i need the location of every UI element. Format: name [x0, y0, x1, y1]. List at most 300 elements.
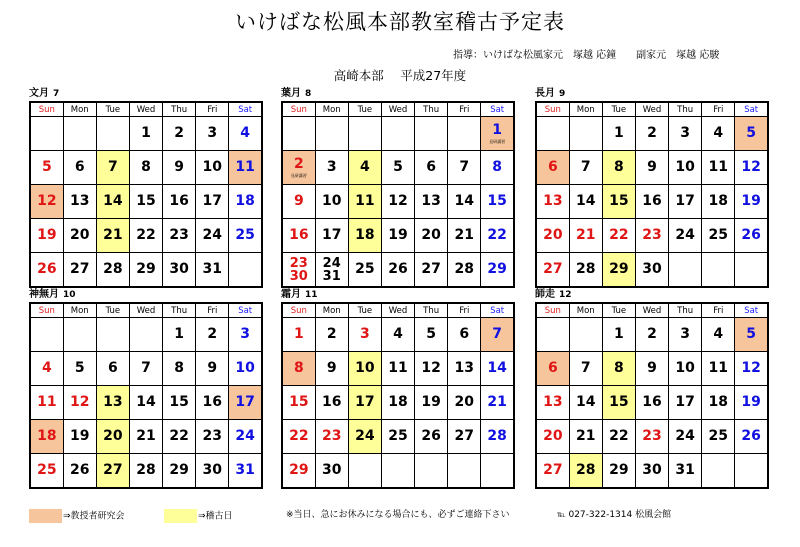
day-number: 16 [642, 193, 662, 209]
day-number: 18 [708, 394, 729, 410]
day-cell [163, 352, 196, 386]
day-cell [669, 420, 702, 454]
day-number: 18 [708, 193, 729, 209]
day-number: 25 [388, 428, 408, 444]
day-cell [536, 352, 569, 386]
day-number: 31 [322, 268, 341, 284]
day-number: 6 [547, 360, 558, 376]
day-number: 2 [647, 125, 657, 141]
day-number: 24 [675, 227, 695, 243]
day-cell [348, 352, 381, 386]
day-number: 12 [37, 193, 57, 209]
month-heading [281, 87, 515, 101]
day-number: 6 [107, 360, 118, 376]
day-cell [348, 420, 381, 454]
day-cell [129, 386, 162, 420]
weekday-header: Sat [481, 102, 514, 117]
legend-keiko [164, 509, 233, 523]
day-number: 14 [103, 193, 123, 209]
day-cell [569, 151, 602, 185]
empty-cell [30, 318, 63, 352]
page-title: いけばな松風本部教室稽古予定表 [235, 10, 565, 34]
day-number: 13 [69, 193, 90, 209]
empty-cell [63, 117, 96, 151]
day-number: 22 [487, 227, 507, 243]
day-number: 23 [642, 227, 662, 243]
day-number: 25 [708, 428, 729, 444]
day-cell [415, 386, 448, 420]
day-cell [448, 151, 481, 185]
day-cell [229, 454, 262, 489]
day-number: 19 [741, 193, 761, 209]
day-number: 6 [74, 159, 85, 175]
notice-text: ※当日、急にお休みになる場合にも、必ずご連絡下さい [286, 510, 510, 520]
empty-cell [481, 454, 514, 489]
weekday-header: Sun [30, 303, 63, 318]
day-cell [735, 151, 768, 185]
day-number: 17 [675, 394, 695, 410]
day-cell [669, 352, 702, 386]
day-cell [481, 117, 514, 151]
day-cell [163, 117, 196, 151]
empty-cell [96, 318, 129, 352]
day-number: 21 [487, 394, 507, 410]
day-number: 30 [202, 462, 223, 478]
day-cell [635, 420, 668, 454]
weekday-header: Fri [448, 303, 481, 318]
day-number: 31 [202, 261, 223, 277]
day-cell [96, 185, 129, 219]
day-cell [96, 219, 129, 253]
day-number: 4 [359, 159, 370, 175]
month-heading [281, 288, 515, 302]
day-number: 10 [202, 159, 223, 175]
day-cell [702, 352, 735, 386]
day-number: 22 [609, 227, 629, 243]
day-cell [229, 318, 262, 352]
day-cell [163, 253, 196, 288]
day-number: 21 [575, 428, 596, 444]
day-number: 1 [293, 326, 304, 342]
day-number: 22 [289, 428, 309, 444]
weekday-header: Thu [415, 303, 448, 318]
day-number: 12 [69, 394, 90, 410]
day-number: 12 [388, 193, 408, 209]
day-number: 17 [675, 193, 695, 209]
day-cell [481, 318, 514, 352]
day-number: 7 [459, 159, 470, 175]
day-number: 21 [454, 227, 475, 243]
day-cell [381, 151, 414, 185]
day-cell [282, 386, 315, 420]
day-number: 23 [169, 227, 189, 243]
weekday-header: Sun [282, 102, 315, 117]
empty-cell [348, 117, 381, 151]
weekday-header: Sun [282, 303, 315, 318]
day-cell [669, 185, 702, 219]
empty-cell [63, 318, 96, 352]
day-number: 3 [240, 326, 251, 342]
day-cell [635, 185, 668, 219]
day-cell [735, 185, 768, 219]
day-cell [702, 386, 735, 420]
day-cell [415, 219, 448, 253]
day-cell [569, 352, 602, 386]
day-cell [702, 185, 735, 219]
month-number: 7 [53, 89, 60, 99]
weekday-header: Sat [735, 102, 768, 117]
day-number: 13 [543, 394, 563, 410]
weekday-header: Fri [448, 102, 481, 117]
day-number: 13 [543, 193, 563, 209]
day-cell [282, 420, 315, 454]
day-number: 27 [69, 261, 90, 277]
tel-line [557, 509, 671, 521]
month-name: 文月 [29, 88, 49, 99]
day-cell [415, 352, 448, 386]
day-number: 13 [421, 193, 441, 209]
calendar-grid [535, 302, 769, 489]
day-cell [63, 352, 96, 386]
month-heading [535, 87, 769, 101]
day-cell [602, 454, 635, 489]
month-number: 9 [559, 89, 566, 99]
day-cell [602, 386, 635, 420]
day-number: 30 [169, 261, 189, 277]
day-cell [602, 117, 635, 151]
day-number: 4 [240, 125, 251, 141]
day-number: 6 [426, 159, 436, 175]
day-number: 15 [609, 193, 629, 209]
day-cell [315, 219, 348, 253]
day-cell [536, 151, 569, 185]
day-number: 10 [321, 193, 342, 209]
day-number: 30 [642, 462, 662, 478]
day-number: 7 [580, 159, 591, 175]
day-number: 10 [675, 159, 695, 175]
weekday-header: Sun [30, 102, 63, 117]
weekday-header: Wed [635, 303, 668, 318]
empty-cell [669, 253, 702, 288]
day-number: 26 [37, 261, 57, 277]
day-cell [129, 352, 162, 386]
day-number: 7 [492, 326, 503, 342]
empty-cell [315, 117, 348, 151]
day-number: 11 [708, 360, 729, 376]
day-number: 2 [207, 326, 218, 342]
day-cell [448, 318, 481, 352]
day-cell [635, 253, 668, 288]
day-number: 19 [741, 394, 761, 410]
day-cell [63, 386, 96, 420]
day-number: 11 [355, 193, 375, 209]
day-number: 5 [41, 159, 52, 175]
day-cell [481, 420, 514, 454]
day-number: 29 [609, 261, 629, 277]
day-number: 21 [136, 428, 156, 444]
day-cell [635, 219, 668, 253]
day-cell [481, 386, 514, 420]
day-cell [415, 151, 448, 185]
day-number: 7 [107, 159, 118, 175]
weekday-header: Wed [129, 102, 162, 117]
month-number: 12 [559, 290, 572, 300]
weekday-header: Wed [635, 102, 668, 117]
day-cell [669, 318, 702, 352]
calendar-grid [29, 101, 263, 288]
day-number: 18 [388, 394, 408, 410]
day-cell [669, 219, 702, 253]
calendar-july [29, 87, 263, 288]
day-number: 24 [355, 428, 375, 444]
day-number: 5 [393, 159, 403, 175]
day-cell [315, 454, 348, 489]
day-number: 26 [741, 227, 761, 243]
day-cell [163, 151, 196, 185]
day-number: 14 [575, 193, 596, 209]
day-number: 24 [202, 227, 223, 243]
day-number: 1 [613, 326, 624, 342]
day-number: 3 [207, 125, 218, 141]
day-number: 25 [355, 261, 375, 277]
day-number: 25 [37, 462, 57, 478]
day-number: 29 [487, 261, 507, 277]
day-cell [602, 420, 635, 454]
empty-cell [569, 117, 602, 151]
day-number: 20 [103, 428, 123, 444]
day-number: 24 [235, 428, 255, 444]
tel-number: 027-322-1314 松風会館 [568, 510, 672, 520]
day-number: 15 [487, 193, 507, 209]
weekday-header: Mon [63, 303, 96, 318]
calendar-grid [281, 101, 515, 288]
day-number: 4 [713, 125, 724, 141]
day-number: 18 [235, 193, 255, 209]
day-number: 4 [393, 326, 403, 342]
day-number: 3 [326, 159, 337, 175]
day-number: 6 [547, 159, 558, 175]
weekday-header: Tue [602, 102, 635, 117]
day-cell [30, 219, 63, 253]
day-number: 26 [741, 428, 761, 444]
empty-cell [30, 117, 63, 151]
day-cell [229, 352, 262, 386]
calendar-october [29, 288, 263, 489]
day-cell [30, 352, 63, 386]
instructor-line: 指導：いけばな松風家元 塚越 応鐘 副家元 塚越 応駿 [453, 50, 720, 61]
day-cell [381, 219, 414, 253]
day-cell [315, 185, 348, 219]
day-number: 29 [609, 462, 629, 478]
day-cell [448, 386, 481, 420]
day-cell [569, 185, 602, 219]
day-cell [702, 219, 735, 253]
day-cell [702, 420, 735, 454]
empty-cell [96, 117, 129, 151]
weekday-header: Thu [669, 303, 702, 318]
weekday-header: Mon [63, 102, 96, 117]
day-cell [196, 151, 229, 185]
day-number: 6 [459, 326, 470, 342]
day-number: 16 [321, 394, 342, 410]
day-cell [315, 420, 348, 454]
calendar-grid [29, 302, 263, 489]
day-cell [536, 420, 569, 454]
weekday-header: Thu [163, 102, 196, 117]
day-cell [481, 185, 514, 219]
month-heading [535, 288, 769, 302]
day-number: 17 [321, 227, 342, 243]
day-cell [129, 454, 162, 489]
day-cell [63, 185, 96, 219]
day-number: 18 [355, 227, 375, 243]
day-number: 2 [647, 326, 657, 342]
day-number: 12 [421, 360, 441, 376]
calendar-grid [535, 101, 769, 288]
day-number: 2 [293, 156, 304, 172]
day-number: 26 [69, 462, 90, 478]
day-cell [63, 219, 96, 253]
day-number: 28 [487, 428, 507, 444]
day-cell [735, 420, 768, 454]
day-number: 19 [421, 394, 441, 410]
day-number: 27 [454, 428, 475, 444]
day-cell [229, 219, 262, 253]
day-number: 11 [235, 159, 255, 175]
day-cell [536, 219, 569, 253]
day-number: 30 [642, 261, 662, 277]
month-name: 神無月 [29, 289, 59, 300]
day-number: 2 [326, 326, 337, 342]
day-cell [602, 219, 635, 253]
day-cell [415, 420, 448, 454]
day-cell [448, 420, 481, 454]
day-cell [129, 420, 162, 454]
weekday-header: Fri [702, 102, 735, 117]
day-cell [196, 386, 229, 420]
day-number: 26 [421, 428, 441, 444]
day-cell [602, 352, 635, 386]
day-number: 3 [680, 326, 690, 342]
day-cell [536, 185, 569, 219]
day-cell [569, 386, 602, 420]
day-number: 15 [136, 193, 156, 209]
weekday-header: Fri [196, 303, 229, 318]
day-number: 29 [289, 462, 309, 478]
day-number: 27 [543, 261, 563, 277]
empty-cell [348, 454, 381, 489]
keiko-legend-label: ⇒稽古日 [198, 511, 233, 522]
day-cell [129, 219, 162, 253]
day-cell [129, 151, 162, 185]
empty-cell [129, 318, 162, 352]
day-number: 8 [141, 159, 151, 175]
day-cell [196, 117, 229, 151]
day-cell [63, 151, 96, 185]
day-cell [348, 151, 381, 185]
tel-icon: ℡ [557, 510, 566, 519]
day-number: 11 [37, 394, 57, 410]
day-number: 24 [675, 428, 695, 444]
day-cell [196, 420, 229, 454]
day-cell [129, 185, 162, 219]
day-number: 8 [174, 360, 184, 376]
day-number: 26 [388, 261, 408, 277]
day-number: 9 [207, 360, 218, 376]
day-number: 23 [642, 428, 662, 444]
day-number: 27 [421, 261, 441, 277]
weekday-header: Sat [735, 303, 768, 318]
day-number: 16 [642, 394, 662, 410]
day-cell [635, 117, 668, 151]
day-cell [448, 219, 481, 253]
day-cell [348, 185, 381, 219]
month-number: 8 [305, 89, 312, 99]
day-cell [315, 151, 348, 185]
day-cell [481, 253, 514, 288]
day-cell [448, 253, 481, 288]
day-number: 2 [174, 125, 184, 141]
day-cell [30, 253, 63, 288]
day-cell [282, 219, 315, 253]
day-cell [602, 318, 635, 352]
day-number: 17 [202, 193, 223, 209]
day-number: 19 [388, 227, 408, 243]
day-cell [229, 420, 262, 454]
day-cell [481, 151, 514, 185]
day-number: 20 [421, 227, 441, 243]
day-number: 5 [426, 326, 436, 342]
branch-year: 高崎本部 平成27年度 [333, 68, 467, 83]
weekday-header: Mon [315, 102, 348, 117]
day-cell [229, 151, 262, 185]
day-number: 28 [575, 261, 596, 277]
day-number: 31 [235, 462, 255, 478]
empty-cell [735, 454, 768, 489]
legend-seminar [29, 509, 125, 523]
day-cell [30, 454, 63, 489]
day-cell [229, 185, 262, 219]
day-cell [381, 253, 414, 288]
day-number: 5 [746, 326, 757, 342]
day-number: 28 [136, 462, 156, 478]
day-cell [702, 151, 735, 185]
day-cell [635, 386, 668, 420]
day-number: 7 [580, 360, 591, 376]
day-cell [30, 185, 63, 219]
day-number: 16 [289, 227, 309, 243]
day-cell [163, 386, 196, 420]
day-number: 25 [235, 227, 255, 243]
day-cell [315, 253, 348, 288]
day-cell [348, 219, 381, 253]
day-cell [196, 253, 229, 288]
day-cell [163, 420, 196, 454]
day-cell [30, 386, 63, 420]
day-cell [702, 117, 735, 151]
weekday-header: Tue [602, 303, 635, 318]
day-number: 19 [37, 227, 57, 243]
calendar-grid [281, 302, 515, 489]
seminar-swatch [29, 509, 62, 523]
day-number: 16 [202, 394, 223, 410]
day-cell [602, 253, 635, 288]
day-cell [229, 117, 262, 151]
day-cell [163, 454, 196, 489]
day-number: 4 [713, 326, 724, 342]
empty-cell [536, 318, 569, 352]
day-number: 12 [741, 360, 761, 376]
